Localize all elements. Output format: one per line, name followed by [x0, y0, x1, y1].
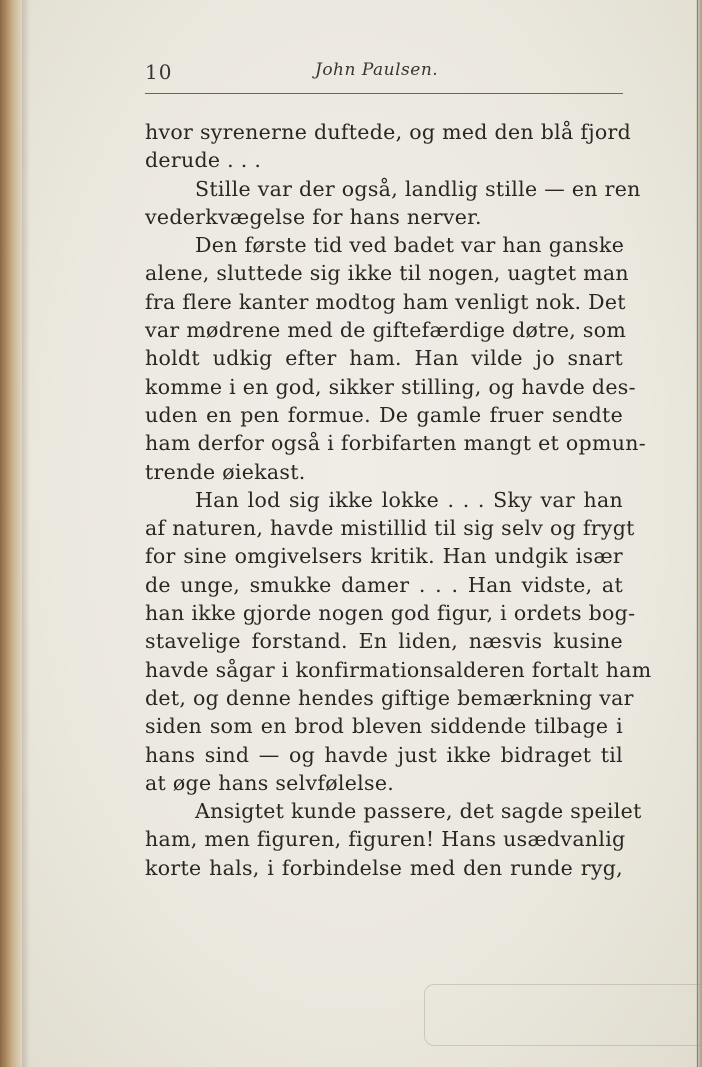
text-line: han ikke gjorde nogen god figur, i ordets bog- — [145, 601, 636, 626]
binding-edge — [0, 0, 22, 1067]
running-head: John Paulsen. — [315, 60, 439, 80]
text-line: holdt udkig efter ham. Han vilde jo snart — [145, 346, 623, 371]
binding-shadow — [22, 0, 30, 1067]
text-line: det, og denne hendes giftige bemærkning var — [145, 685, 634, 710]
header-rule — [145, 93, 623, 94]
text-line: hvor syrenerne duftede, og med den blå fjord — [145, 120, 632, 144]
text-line: ham derfor også i forbifarten mangt et opmun- — [145, 431, 646, 456]
faint-stamp-outline — [424, 984, 702, 1046]
text-line: de unge, smukke damer . . . Han vidste, at — [145, 572, 623, 597]
text-line: fra flere kanter modtog ham venligt nok. Det — [145, 289, 626, 314]
page-right-edge-line — [697, 0, 698, 1067]
page-number: 10 — [145, 60, 173, 84]
text-line: ham, men figuren, figuren! Hans usædvanlig — [145, 827, 626, 852]
text-line: stavelige forstand. En liden, næsvis kusine — [145, 629, 623, 654]
text-line: korte hals, i forbindelse med den runde ryg, — [145, 855, 623, 880]
text-line: hans sind — og havde just ikke bidraget til — [145, 742, 623, 767]
text-line: derude . . . — [145, 148, 262, 173]
text-line: at øge hans selvfølelse. — [145, 770, 395, 795]
text-line: alene, sluttede sig ikke til nogen, uagtet man — [145, 261, 629, 286]
text-line: komme i en god, sikker stilling, og havde des- — [145, 374, 636, 399]
text-line: Stille var der også, landlig stille — en ren — [195, 176, 641, 201]
text-line: vederkvægelse for hans nerver. — [145, 204, 482, 229]
text-line: Den første tid ved badet var han ganske — [195, 233, 625, 258]
text-line: uden en pen formue. De gamle fruer sendte — [145, 402, 623, 427]
page-header — [145, 58, 623, 90]
text-line: trende øiekast. — [145, 459, 306, 484]
text-line: Ansigtet kunde passere, det sagde speilet — [195, 799, 642, 824]
text-line: af naturen, havde mistillid til sig selv og frygt — [145, 516, 635, 541]
body-text — [145, 118, 652, 882]
text-line: for sine omgivelsers kritik. Han undgik især — [145, 544, 623, 569]
text-line: var mødrene med de giftefærdige døtre, som — [145, 318, 627, 343]
text-line: siden som en brod bleven siddende tilbage i — [145, 714, 623, 739]
text-line: Han lod sig ikke lokke . . . Sky var han — [195, 487, 623, 512]
text-line: havde sågar i konfirmationsalderen fortalt ham — [145, 657, 652, 682]
